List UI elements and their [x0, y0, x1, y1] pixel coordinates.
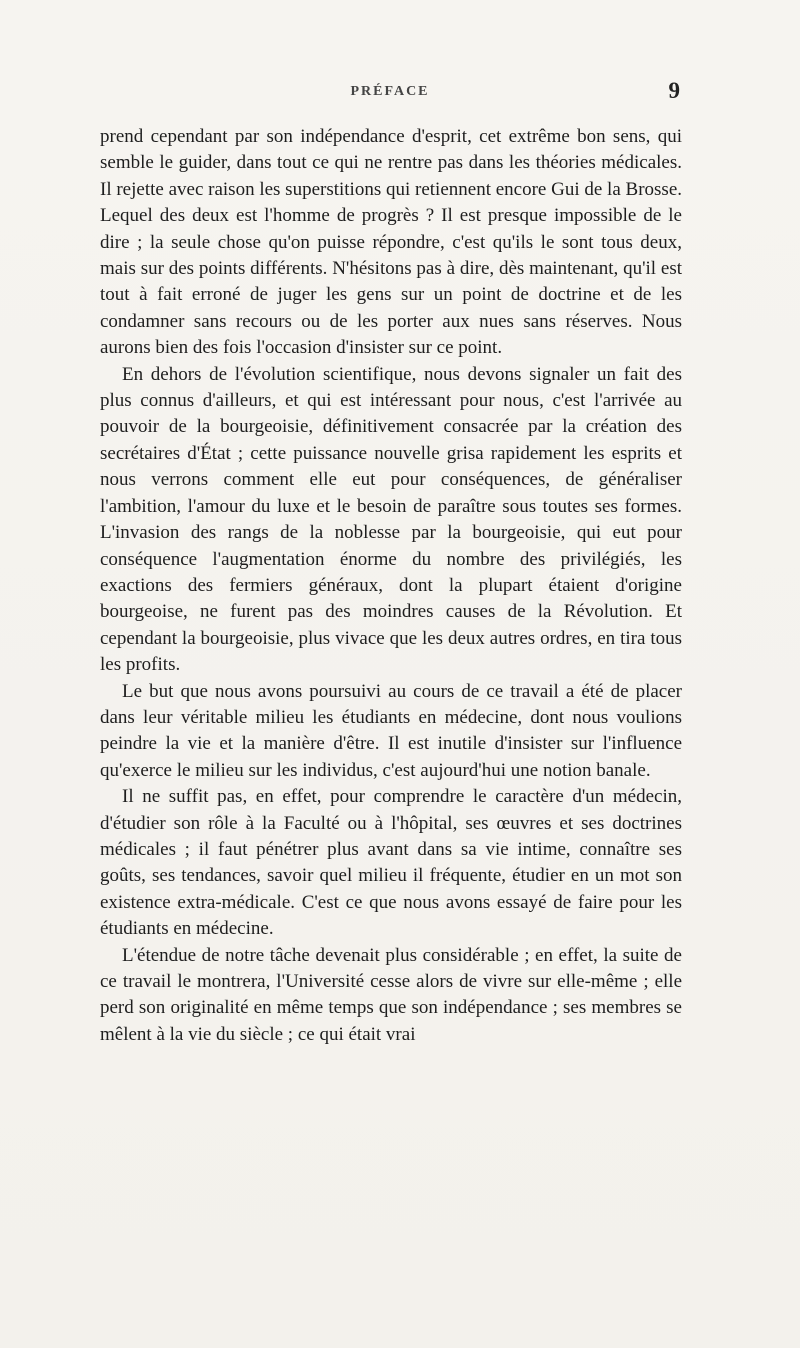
- running-title: PRÉFACE: [350, 84, 430, 99]
- paragraph-1: prend cependant par son indépendance d'esprit, cet extrême bon sens, qui semble le guider, dans tout ce qui ne rentre pas dans les théories médicales. Il rejette avec raison les superstitions qui retiennent encore Gui de la Brosse. Lequel des deux est l'homme de progrès ? Il est presque impossible de le dire ; la seule chose qu'on puisse répondre, c'est qu'ils le sont tous deux, mais sur des points différents. N'hésitons pas à dire, dès maintenant, qu'il est tout à fait erroné de juger les gens sur un point de doctrine et de les condamner sans recours ou de les porter aux nues sans réserves. Nous aurons bien des fois l'occasion d'insister sur ce point.: [100, 126, 682, 359]
- paragraph-2: En dehors de l'évolution scientifique, nous devons signaler un fait des plus connus d'ailleurs, et qui est intéressant pour nous, c'est l'arrivée au pouvoir de la bourgeoisie, définitivement consacrée par la création des secrétaires d'État ; cette puissance nouvelle grisa rapidement les esprits et nous verrons comment elle eut pour conséquences, de généraliser l'ambition, l'amour du luxe et le besoin de paraître sous toutes ses formes. L'invasion des rangs de la noblesse par la bourgeoisie, qui eut pour conséquence l'augmentation énorme du nombre des privilégiés, les exactions des fermiers généraux, dont la plupart étaient d'origine bourgeoise, ne furent pas des moindres causes de la Révolution. Et cependant la bourgeoisie, plus vivace que les deux autres ordres, en tira tous les profits.: [100, 363, 682, 676]
- paragraph-4: Il ne suffit pas, en effet, pour comprendre le caractère d'un médecin, d'étudier son rôle à la Faculté ou à l'hôpital, ses œuvres et ses doctrines médicales ; il faut pénétrer plus avant dans sa vie intime, connaître ses goûts, ses tendances, savoir quel milieu il fréquente, étudier en un mot son existence extra-médicale. C'est ce que nous avons essayé de faire pour les étudiants en médecine.: [100, 786, 682, 940]
- page-number: 9: [668, 78, 680, 103]
- running-head: [100, 78, 680, 110]
- body-text: [100, 124, 682, 1048]
- paragraph-3: Le but que nous avons poursuivi au cours de ce travail a été de placer dans leur véritable milieu les étudiants en médecine, dont nous voulions peindre la vie et la manière d'être. Il est inutile d'insister sur l'influence qu'exerce le milieu sur les individus, c'est aujourd'hui une notion banale.: [100, 680, 682, 781]
- paragraph-5: L'étendue de notre tâche devenait plus considérable ; en effet, la suite de ce travail le montrera, l'Université cesse alors de vivre sur elle-même ; elle perd son originalité en même temps que son indépendance ; ses membres se mêlent à la vie du siècle ; ce qui était vrai: [100, 944, 682, 1045]
